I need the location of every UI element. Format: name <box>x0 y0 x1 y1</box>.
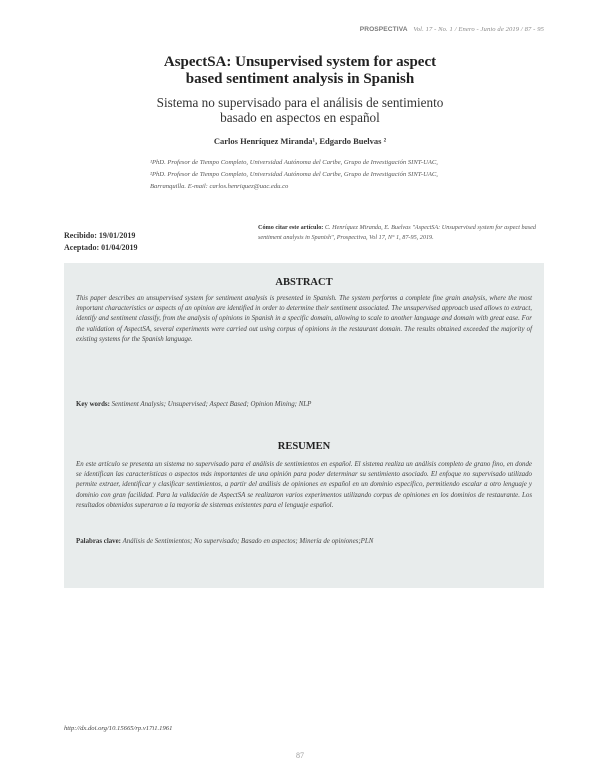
title-spanish: Sistema no supervisado para el análisis de sentimiento basado en aspectos en español <box>156 95 444 125</box>
citation <box>258 223 546 243</box>
page-number: 87 <box>296 751 304 760</box>
abstract-keywords <box>76 400 532 410</box>
resumen-keywords <box>76 537 532 547</box>
received-date: Recibido: 19/01/2019 <box>64 231 136 240</box>
palabras-clave-label: Palabras clave: <box>76 538 121 545</box>
affiliations <box>150 157 480 193</box>
accepted-date: Aceptado: 01/04/2019 <box>64 243 138 252</box>
journal-name: PROSPECTIVA <box>359 26 408 33</box>
affiliation-1: ¹PhD. Profesor de Tiempo Completo, Universidad Autónoma del Caribe, Grupo de Investigación SINT-UAC, <box>150 159 438 166</box>
resumen-heading: RESUMEN <box>277 441 331 452</box>
authors: Carlos Henríquez Miranda¹, Edgardo Buelvas ² <box>213 136 387 146</box>
abstract-body: This paper describes an unsupervised system for sentiment analysis is presented in Spanish. The system performs a complete fine grain analysis, where the most important characteristics or aspects of an opinion are identified in order to determine their sentiment associated. The unsupervised approach used allows to extract, identify and sentiment classify, from the analysis of opinions in Spanish in a specific domain, allowing to scale to another language and domain with great ease. For the validation of AspectSA, several experiments were carried out using corpus of opinions in the restaurant domain. The results obtained exceeded the majority of existing systems for the Spanish language. <box>76 295 532 343</box>
running-header <box>360 26 544 33</box>
keywords-label: Key words: <box>76 401 110 408</box>
affiliation-2: ²PhD. Profesor de Tiempo Completo, Universidad Autónoma del Caribe, Grupo de Investigación SINT-UAC, <box>150 171 438 178</box>
dates <box>64 230 138 254</box>
abstract-box <box>64 263 544 588</box>
abstract-heading: ABSTRACT <box>275 277 333 288</box>
keywords-text: Sentiment Analysis; Unsupervised; Aspect Based; Opinion Mining; NLP <box>109 401 312 408</box>
title-english: AspectSA: Unsupervised system for aspect based sentiment analysis in Spanish <box>163 54 437 87</box>
doi-link[interactable]: http://dx.doi.org/10.15665/rp.v17i1.1961 <box>64 725 173 732</box>
citation-text: C. Henríquez Miranda, E. Buelvas "AspectSA: Unsupervised system for aspect based sentiment analysis in Spanish", Prospectiva, Vol 17, N° 1, 87-95, 2019. <box>258 224 536 241</box>
citation-label: Cómo citar este artículo: <box>258 224 324 231</box>
affiliation-3: Barranquilla. E-mail: carlos.henriquez@uac.edu.co <box>150 183 289 190</box>
palabras-clave-text: Análisis de Sentimientos; No supervisado; Basado en aspectos; Minería de opiniones;PLN <box>120 538 374 545</box>
issue-info: Vol. 17 - No. 1 / Enero - Junio de 2019 / 87 - 95 <box>413 26 544 33</box>
resumen-body: En este artículo se presenta un sistema no supervisado para el análisis de sentimientos en español. El sistema realiza un análisis completo de grano fino, en donde se identifican las características o aspectos más importantes de una opinión para poder determinar su sentimiento asociado. El enfoque no supervisado utilizado permite extraer, identificar y clasificar sentimientos, a partir del análisis de opiniones en español en un dominio específico, permitiendo escalar a otro lenguaje y dominio con gran facilidad. Para la validación de AspectSA se realizaron varios experimentos utilizando corpus de opiniones en los dominios de restaurante. Los resultados obtenidos superaron a la mayoría de sistemas existentes para el lenguaje español. <box>76 461 532 509</box>
